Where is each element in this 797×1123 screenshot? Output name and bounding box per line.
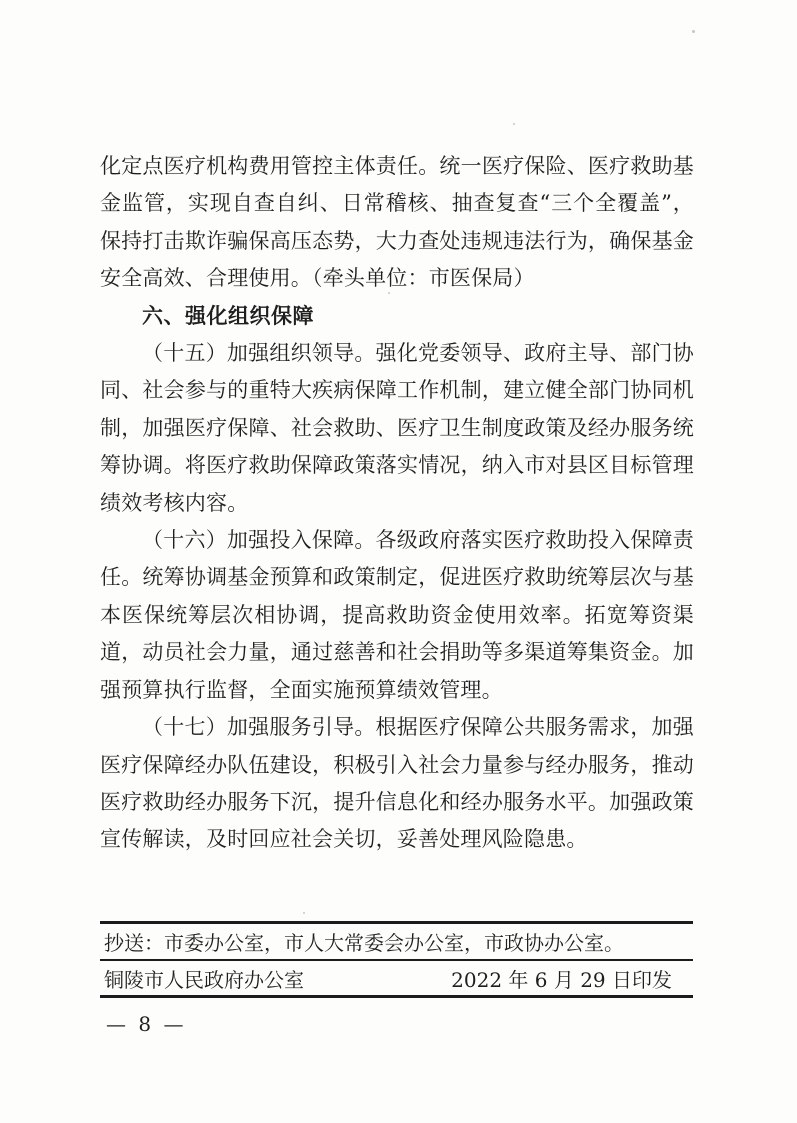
scan-speck — [692, 30, 695, 33]
paragraph-item-17: （十七）加强服务引导。根据医疗保障公共服务需求，加强医疗保障经办队伍建设，积极引入社会力量参与经办服务，推动医疗救助经办服务下沉，提升信息化和经办服务水平。加强政策宣传解读，及时回应社会关切，妥善处理风险隐患。 — [100, 715, 694, 852]
paragraph-fund-supervision-continuation: 化定点医疗机构费用管控主体责任。统一医疗保险、医疗救助基金监管，实现自查自纠、日常稽核、抽查复查“三个全覆盖”，保持打击欺诈骗保高压态势，大力查处违规违法行为，确保基金安全高效、合理使用。（牵头单位：市医保局） — [100, 154, 694, 291]
page-number: — 8 — — [106, 1012, 187, 1036]
paragraph-item-15: （十五）加强组织领导。强化党委领导、政府主导、部门协同、社会参与的重特大疾病保障工作机制，建立健全部门协同机制，加强医疗保障、社会救助、医疗卫生制度政策及经办服务统筹协调。将医疗救助保障政策落实情况，纳入市对县区目标管理绩效考核内容。 — [100, 341, 694, 515]
issuer-office: 铜陵市人民政府办公室 — [104, 968, 304, 992]
print-date: 2022 年 6 月 29 日印发 — [451, 968, 672, 992]
issuer-line — [104, 965, 672, 995]
footer-rule-bottom — [100, 995, 693, 998]
footer-rule-middle — [100, 959, 693, 961]
document-body — [100, 148, 694, 859]
scan-speck — [513, 123, 515, 125]
scan-speck — [388, 292, 390, 294]
paragraph-item-16: （十六）加强投入保障。各级政府落实医疗救助投入保障责任。统筹协调基金预算和政策制定，促进医疗救助统筹层次与基本医保统筹层次相协调，提高救助资金使用效率。拓宽筹资渠道，动员社会力量，通过慈善和社会捐助等多渠道筹集资金。加强预算执行监督，全面实施预算绩效管理。 — [100, 528, 694, 702]
scan-speck — [303, 912, 305, 914]
copy-to-line: 抄送：市委办公室，市人大常委会办公室，市政协办公室。 — [104, 931, 624, 955]
section-heading-6: 六、强化组织保障 — [142, 303, 314, 328]
footer-rule-top — [100, 921, 693, 924]
